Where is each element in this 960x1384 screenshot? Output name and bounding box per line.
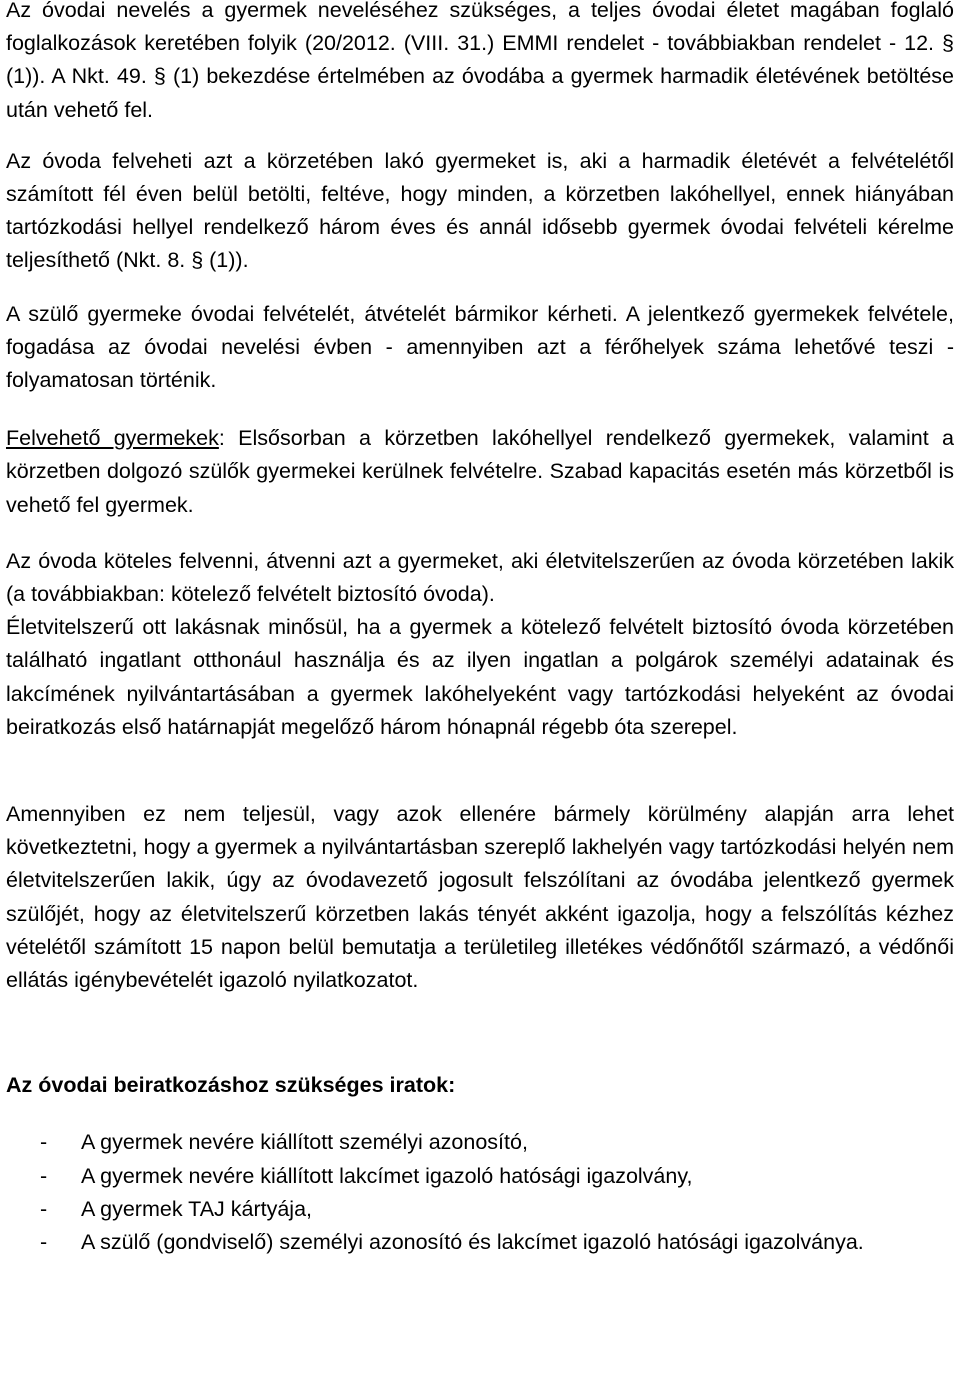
- paragraph-residence-definition: Életvitelszerű ott lakásnak minősül, ha a gyermek a kötelező felvételt biztosító óvoda körzetében található ingatlant otthonául használja és az ilyen ingatlan a polgárok személyi adatainak és lakcímének nyilvántartásában a gyermek lakóhelyeként vagy tartózkodási helyeként az óvodai beiratkozás első határnapját megelőző három hónapnál régebb óta szerepel.: [6, 615, 954, 739]
- list-item: [6, 1226, 954, 1259]
- document-page: [6, 0, 954, 1259]
- list-item-text: A szülő (gondviselő) személyi azonosító és lakcímet igazoló hatósági igazolványa.: [81, 1230, 864, 1255]
- list-item: [6, 1193, 954, 1226]
- paragraph-verification: Amennyiben ez nem teljesül, vagy azok ellenére bármely körülmény alapján arra lehet következtetni, hogy a gyermek a nyilvántartásban szereplő lakhelyén vagy tartózkodási helyén nem életvitelszerűen lakik, úgy az óvodavezető jogosult felszólítani az óvodába jelentkező gyermek szülőjét, hogy az életvitelszerű körzetben lakás tényét akként igazolja, hogy a felszólítás kézhez vételétől számított 15 napon belül bemutatja a területileg illetékes védőnőtől származó, a védőnői ellátás igénybevételét igazoló nyilatkozatot.: [6, 802, 954, 993]
- list-item-text: A gyermek nevére kiállított személyi azonosító,: [81, 1130, 528, 1155]
- admissible-children-label: Felvehető gyermekek: [6, 426, 219, 451]
- paragraph-admissible-children: [6, 422, 954, 522]
- list-dash: -: [40, 1230, 48, 1255]
- list-item-text: A gyermek TAJ kártyája,: [81, 1196, 313, 1221]
- documents-heading: Az óvodai beiratkozáshoz szükséges iratok:: [6, 1073, 456, 1098]
- list-dash: -: [40, 1163, 48, 1188]
- paragraph-kindergarten-education: Az óvodai nevelés a gyermek neveléséhez szükséges, a teljes óvodai életet magában foglaló foglalkozások keretében folyik (20/2012. (VIII. 31.) EMMI rendelet - továbbiakban rendelet - 12. § (1)). A Nkt. 49. § (1) bekezdése értelmében az óvodába a gyermek harmadik életévének betöltése után vehető fel.: [6, 0, 954, 122]
- list-item: [6, 1126, 954, 1159]
- admissible-children-text: : Elsősorban a körzetben lakóhellyel rendelkező gyermekek, valamint a körzetben dolgozó szülők gyermekei kerülnek felvételre. Szabad kapacitás esetén más körzetből is vehető fel gyermek.: [6, 426, 954, 517]
- paragraph-parent-request: A szülő gyermeke óvodai felvételét, átvételét bármikor kérheti. A jelentkező gyermekek felvétele, fogadása az óvodai nevelési évben - amennyiben azt a férőhelyek száma lehetővé teszi - folyamatosan történik.: [6, 301, 954, 393]
- documents-list: [6, 1126, 954, 1259]
- paragraph-early-admission: Az óvoda felveheti azt a körzetében lakó gyermeket is, aki a harmadik életévét a felvételétől számított fél éven belül betölti, feltéve, hogy minden, a körzetben lakóhellyel, ennek hiányában tartózkodási hellyel rendelkező három éves és annál idősebb gyermek óvodai felvételi kérelme teljesíthető (Nkt. 8. § (1)).: [6, 148, 954, 273]
- list-dash: -: [40, 1130, 48, 1155]
- paragraph-mandatory-admission: Az óvoda köteles felvenni, átvenni azt a gyermeket, aki életvitelszerűen az óvoda körzetében lakik (a továbbiakban: kötelező felvételt biztosító óvoda).: [6, 548, 954, 607]
- list-item-text: A gyermek nevére kiállított lakcímet igazoló hatósági igazolvány,: [81, 1163, 693, 1188]
- list-dash: -: [40, 1196, 48, 1221]
- list-item: [6, 1160, 954, 1193]
